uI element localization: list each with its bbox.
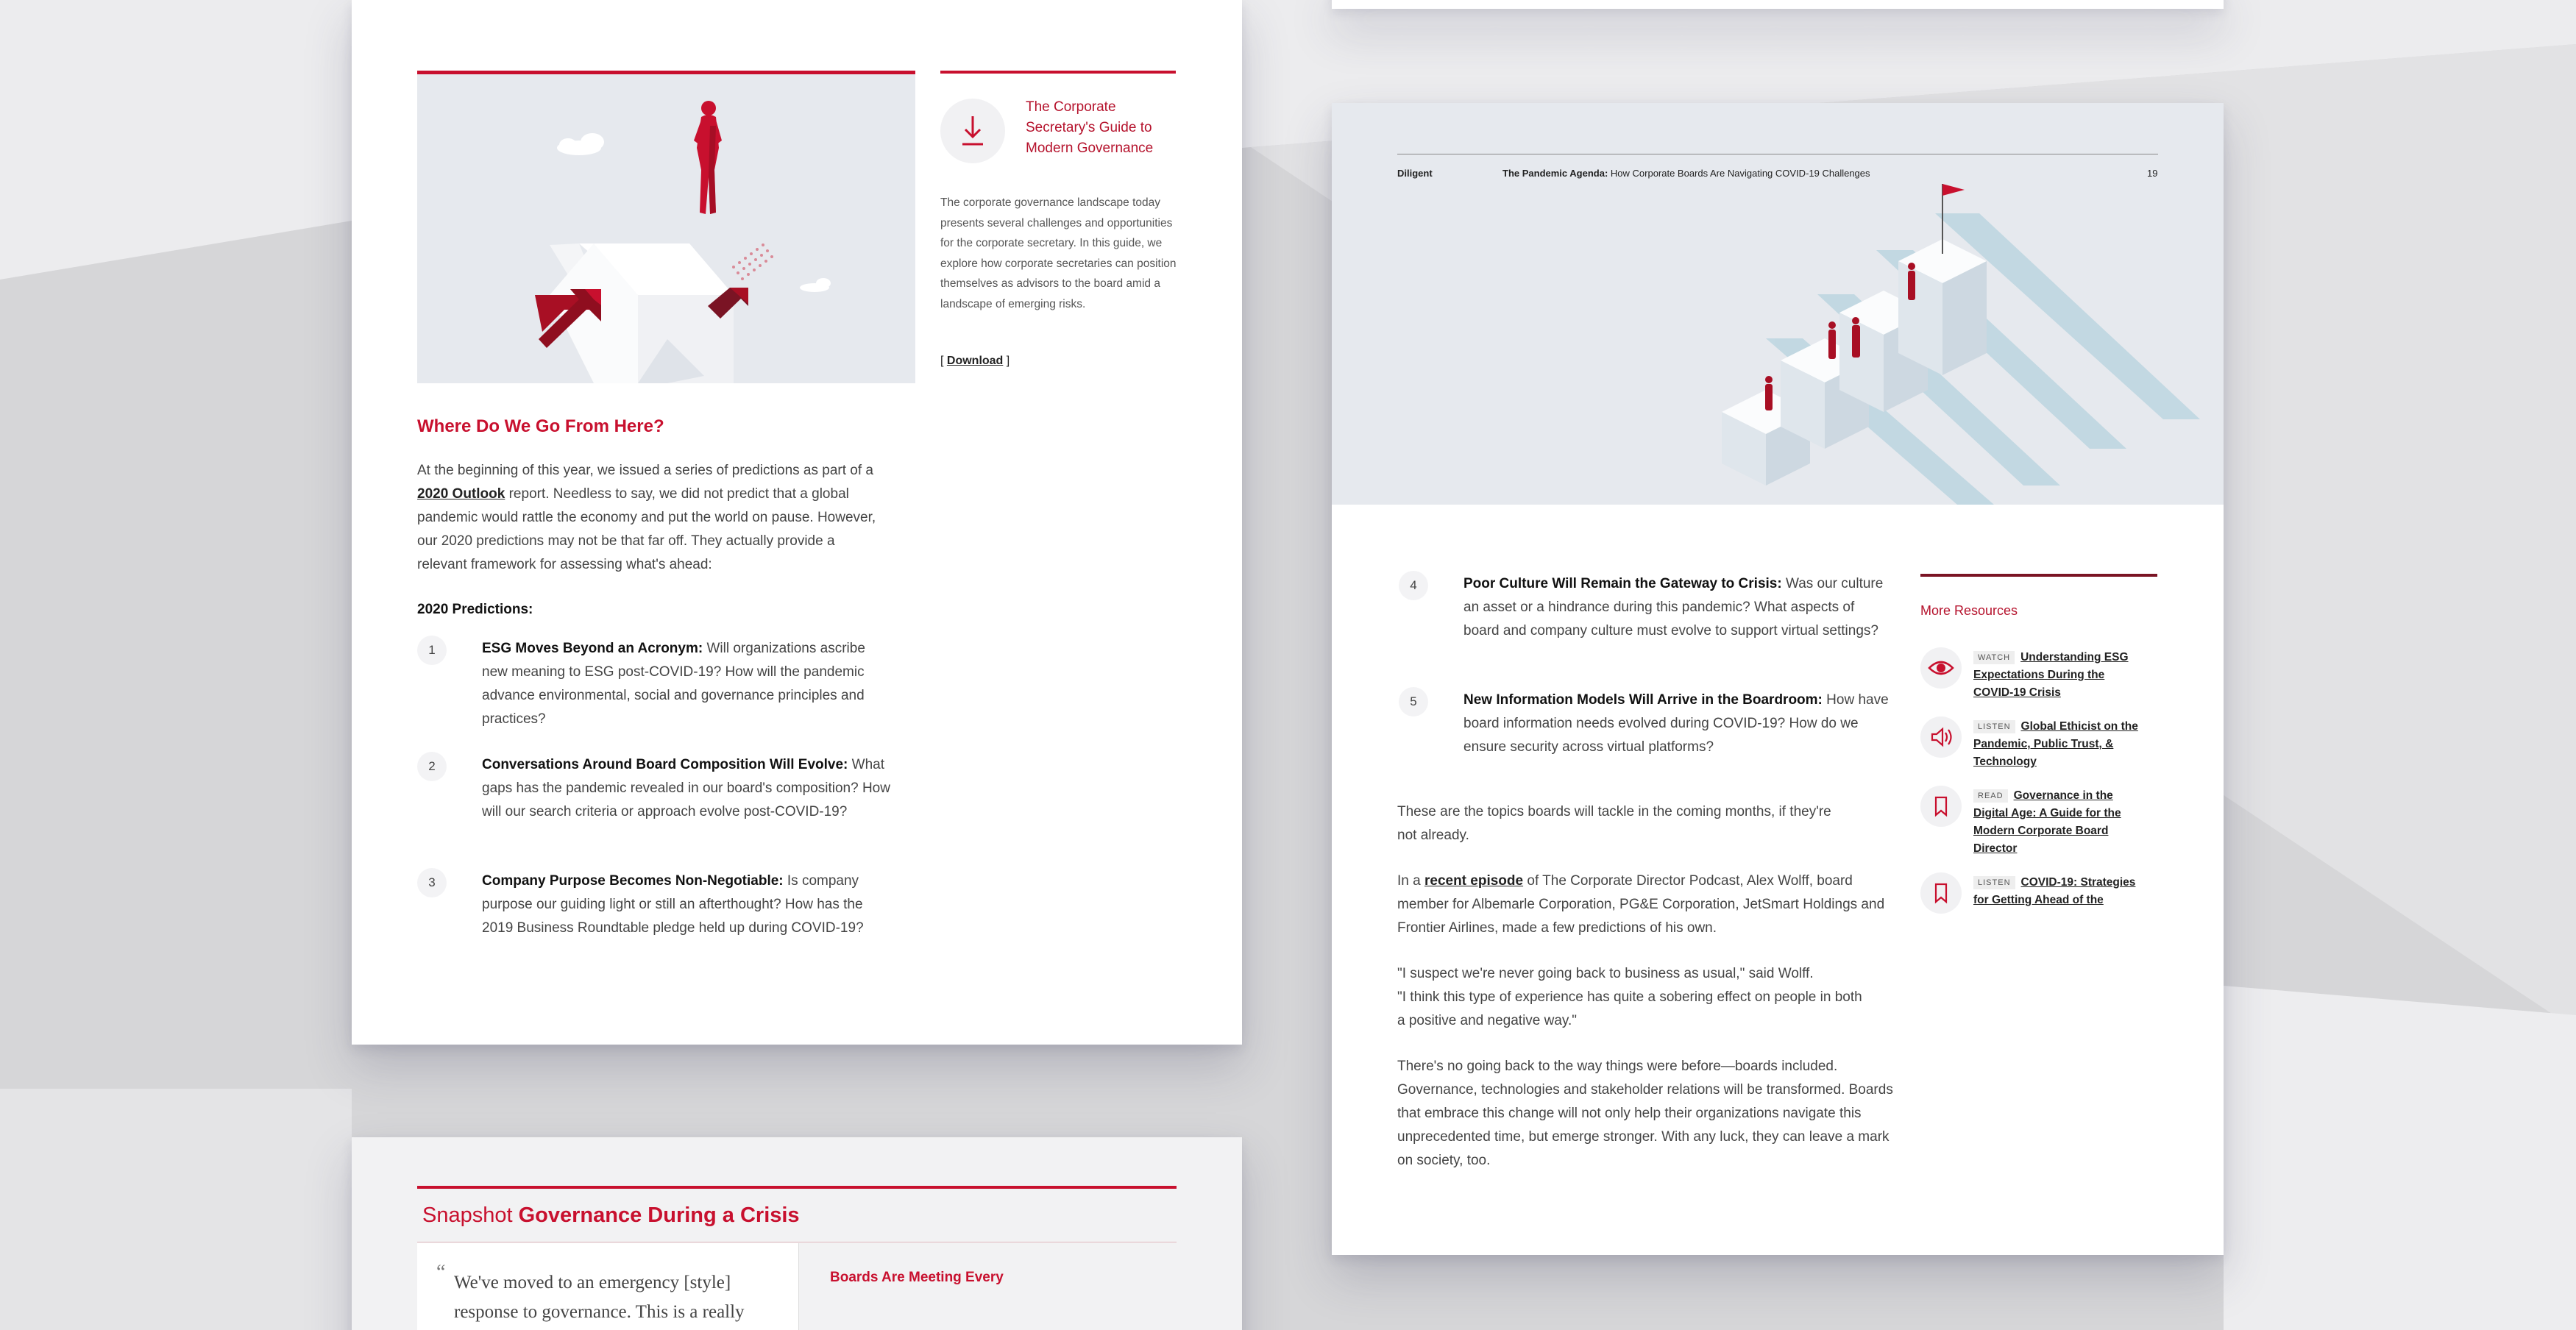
- report-page-right: [1332, 103, 2224, 1255]
- prediction-title: Company Purpose Becomes Non-Negotiable:: [482, 873, 784, 889]
- prediction-title: Conversations Around Board Composition Will Evolve:: [482, 757, 848, 772]
- guide-title[interactable]: The Corporate Secretary's Guide to Modern Governance: [1026, 99, 1154, 156]
- recent-episode-link[interactable]: recent episode: [1424, 873, 1524, 889]
- quote-mark: “: [436, 1261, 446, 1284]
- resources-rule: [1920, 574, 2157, 577]
- report-title-rest: How Corporate Boards Are Navigating COVID-19 Challenges: [1608, 168, 1870, 179]
- prediction-number: 2: [417, 752, 447, 781]
- prediction-number: 5: [1399, 687, 1428, 716]
- resource-link[interactable]: Governance in the Digital Age: A Guide for the Modern Corporate Board Director: [1973, 789, 2121, 855]
- prediction-body: What gaps has the pandemic revealed in our board's composition? How will our search criteria or approach evolve post-COVID-19?: [482, 757, 890, 819]
- outlook-report-link[interactable]: 2020 Outlook: [417, 486, 505, 502]
- top-page-peek: [1332, 0, 2224, 9]
- report-title: [1502, 168, 1870, 179]
- resource-text: [1973, 874, 2144, 909]
- topics-paragraph: These are the topics boards will tackle in the coming months, if they're not already.: [1397, 804, 1831, 843]
- prediction-title: Poor Culture Will Remain the Gateway to Crisis:: [1463, 576, 1782, 591]
- prediction-item: [428, 753, 894, 824]
- prediction-item: [1410, 572, 1890, 643]
- wolff-quote-2: "I think this type of experience has quite a sobering effect on people in both a positive and negative way.": [1397, 989, 1862, 1028]
- prediction-text: [482, 870, 894, 940]
- intro-paragraph: [417, 459, 888, 577]
- growth-illustration-art: [417, 74, 915, 383]
- resource-tag: WATCH: [1973, 651, 2015, 664]
- report-page-left: [352, 0, 1242, 1045]
- resource-text: [1973, 718, 2144, 771]
- prediction-title: ESG Moves Beyond an Acronym:: [482, 641, 703, 656]
- intro-text-start: At the beginning of this year, we issued a series of predictions as part of a: [417, 463, 873, 478]
- prediction-text: [1463, 572, 1890, 643]
- page-number: 19: [2147, 168, 2158, 179]
- prediction-title: New Information Models Will Arrive in the Boardroom:: [1463, 692, 1823, 708]
- snapshot-top-rule: [417, 1186, 1177, 1189]
- prediction-body: Is company purpose our guiding light or still an afterthought? How has the 2019 Business Roundtable pledge held up during COVID-19?: [482, 873, 864, 936]
- podcast-text-end: of The Corporate Director Podcast, Alex Wolff, board member for Albemarle Corporation, PG&E Corporation, JetSmart Holdings and Frontier Airlines, made a few predictions of his own.: [1397, 873, 1885, 936]
- download-icon[interactable]: [940, 99, 1005, 163]
- prediction-text: [482, 637, 894, 731]
- eye-icon: [1920, 647, 1962, 689]
- resource-link[interactable]: Global Ethicist on the Pandemic, Public Trust, & Technology: [1973, 720, 2138, 768]
- growth-illustration: [417, 74, 915, 383]
- prediction-number: 1: [417, 636, 447, 665]
- bracket-close: ]: [1003, 355, 1010, 367]
- report-title-bold: The Pandemic Agenda:: [1502, 168, 1608, 179]
- intro-text-end: report. Needless to say, we did not predict that a global pandemic would rattle the economy and put the world on pause. However, our 2020 predictions may not be that far off. They actually provide a relevant framework for assessing what's ahead:: [417, 486, 876, 572]
- prediction-text: [482, 753, 894, 824]
- podcast-text-start: In a: [1397, 873, 1424, 889]
- speaker-icon: [1920, 716, 1962, 758]
- snapshot-title: [422, 1203, 800, 1228]
- resource-link[interactable]: COVID-19: Strategies for Getting Ahead of the: [1973, 876, 2136, 906]
- guide-description: The corporate governance landscape today presents several challenges and opportunities for the corporate secretary. In this guide, we explore how corporate secretaries can position themselves as advisors to the board amid a landscape of emerging risks.: [940, 196, 1177, 310]
- snapshot-label: Snapshot: [422, 1203, 513, 1227]
- brand-name: Diligent: [1397, 168, 1433, 179]
- prediction-item: [428, 637, 894, 731]
- snapshot-heading: Governance During a Crisis: [518, 1203, 800, 1227]
- snapshot-column-heading: Boards Are Meeting Every: [830, 1270, 1004, 1285]
- prediction-text: [1463, 689, 1890, 759]
- prediction-number: 4: [1399, 571, 1428, 600]
- prediction-body: Will organizations ascribe new meaning to ESG post-COVID-19? How will the pandemic advance environmental, social and governance principles and practices?: [482, 641, 865, 727]
- resource-text: [1973, 787, 2144, 858]
- resource-text: [1973, 649, 2144, 702]
- download-link-wrapper: [940, 355, 1010, 368]
- prediction-item: [428, 870, 894, 940]
- quote-text: We've moved to an emergency [style] response to governance. This is a really: [454, 1273, 745, 1322]
- prediction-item: [1410, 689, 1890, 759]
- snapshot-page: [352, 1137, 1242, 1330]
- resource-link[interactable]: Understanding ESG Expectations During the COVID-19 Crisis: [1973, 651, 2129, 699]
- wolff-quote-1: "I suspect we're never going back to business as usual," said Wolff.: [1397, 966, 1814, 981]
- prediction-body: Was our culture an asset or a hindrance during this pandemic? What aspects of board and company culture must evolve to support virtual settings?: [1463, 576, 1884, 639]
- predictions-heading: 2020 Predictions:: [417, 602, 533, 617]
- resource-tag: READ: [1973, 789, 2008, 803]
- section-heading: Where Do We Go From Here?: [417, 416, 664, 436]
- quote-box: [417, 1243, 798, 1330]
- bookmark-icon: [1920, 872, 1962, 914]
- bracket-open: [: [940, 355, 947, 367]
- resource-tag: LISTEN: [1973, 720, 2015, 733]
- column-divider: [798, 1243, 799, 1330]
- download-link[interactable]: Download: [946, 355, 1004, 367]
- podcast-paragraph: [1397, 870, 1898, 940]
- prediction-number: 3: [417, 868, 447, 897]
- resource-tag: LISTEN: [1973, 876, 2015, 889]
- guide-top-rule: [940, 71, 1176, 74]
- closing-paragraph: There's no going back to the way things were before—boards included. Governance, technologies and stakeholder relations will be transformed. Boards that embrace this change will not only help their organizations navigate this unprecedented time, but emerge stronger. With any luck, they can leave a mark on society, too.: [1397, 1059, 1893, 1168]
- stairs-illustration: [1332, 103, 2224, 505]
- resources-title: More Resources: [1920, 603, 2018, 618]
- bookmark-icon: [1920, 786, 1962, 827]
- stairs-illustration-art: [1332, 103, 2224, 505]
- prediction-body: How have board information needs evolved during COVID-19? How do we ensure security across virtual platforms?: [1463, 692, 1889, 755]
